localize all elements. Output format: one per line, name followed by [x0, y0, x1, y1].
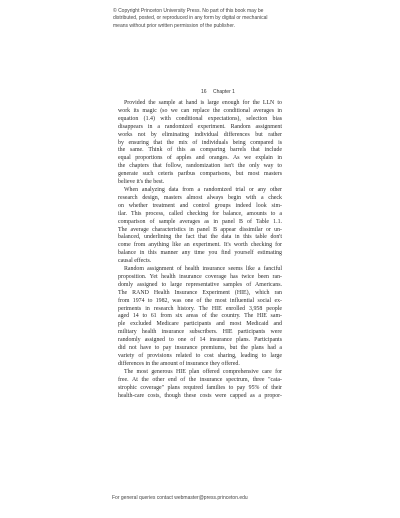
body-line: variety of provisions related to cost sharing, leading to large [118, 353, 282, 359]
page-number: 16 [201, 89, 207, 95]
body-line: works not by eliminating individual differences but rather [118, 131, 282, 138]
body-line: work its magic (so we can replace the conditional averages in [118, 107, 282, 114]
body-line: the same. Think of this as comparing barrels that include [118, 147, 282, 154]
body-line: proposition. Yet health insurance coverage has twice been ran- [118, 273, 282, 280]
body-line: The most generous HIE plan offered comprehensive care for [124, 368, 282, 375]
body-line: strophic coverage" plans required families to pay 95% of their [118, 384, 282, 391]
body-line: believe it's the best. [118, 179, 165, 186]
footer-contact: For general queries contact webmaster@press.princeton.edu [112, 495, 248, 501]
copyright-line: © Copyright Princeton University Press. No part of this book may be [113, 8, 264, 14]
body-line: domly assigned to large representative samples of Americans. [118, 281, 282, 288]
body-line: equation (1.4) with conditional expectations), selection bias [118, 115, 282, 122]
body-line: The RAND Health Insurance Experiment (HIE), which ran [118, 289, 282, 296]
body-line: balance in this manner any time you find yourself estimating [118, 250, 282, 257]
body-line: on whether treatment and control groups indeed look sim- [118, 202, 282, 209]
body-line: from 1974 to 1982, was one of the most influential social ex- [118, 297, 282, 304]
body-line: Random assignment of health insurance seems like a fanciful [124, 266, 282, 273]
body-line: health-care costs, though these costs were capped as a propor- [118, 392, 282, 399]
body-line: military health insurance subscribers. HIE participants were [118, 329, 282, 336]
body-line: did not have to pay insurance premiums, but the plans had a [118, 345, 282, 352]
body-line: When analyzing data from a randomized trial or any other [124, 186, 282, 193]
body-line: causal effects. [118, 258, 152, 265]
body-line: Provided the sample at hand is large enough for the LLN to [124, 100, 282, 106]
body-line: ilar. This process, called checking for balance, amounts to a [118, 210, 282, 217]
body-line: come from anything like an experiment. It's worth checking for [118, 242, 282, 249]
body-line: the chapters that follow, randomization isn't the only way to [118, 163, 282, 170]
body-line: generate such ceteris paribus comparisons, but most masters [118, 171, 282, 178]
copyright-line: means without prior written permission of the publisher. [113, 22, 236, 29]
body-line: equal proportions of apples and oranges. As we explain in [118, 155, 282, 162]
copyright-line: distributed, posted, or reproduced in any form by digital or mechanical [113, 15, 268, 22]
body-line: free. At the other end of the insurance spectrum, three "cata- [118, 376, 282, 383]
running-head [201, 89, 235, 95]
chapter-title: Chapter 1 [212, 89, 235, 95]
body-line: research design, masters almost always begin with a check [118, 194, 282, 201]
body-line: The average characteristics in panel B appear dissimilar or un- [118, 226, 282, 233]
copyright-notice [113, 8, 303, 30]
body-line: disappears in a randomized experiment. Random assignment [118, 123, 282, 130]
body-text [118, 100, 282, 400]
body-line: balanced, underlining the fact that the data in this table don't [118, 234, 282, 241]
body-line: ple excluded Medicare participants and most Medicaid and [118, 321, 282, 328]
body-line: periments in research history. The HIE enrolled 3,958 people [118, 305, 282, 312]
body-line: comparison of sample averages as in panel B of Table 1.1. [118, 218, 282, 225]
body-line: aged 14 to 61 from six areas of the country. The HIE sam- [118, 313, 282, 320]
body-line: by ensuring that the mix of individuals being compared is [118, 139, 282, 146]
body-line: randomly assigned to one of 14 insurance plans. Participants [118, 337, 282, 344]
body-line: differences in the amount of insurance they offered. [118, 360, 240, 367]
